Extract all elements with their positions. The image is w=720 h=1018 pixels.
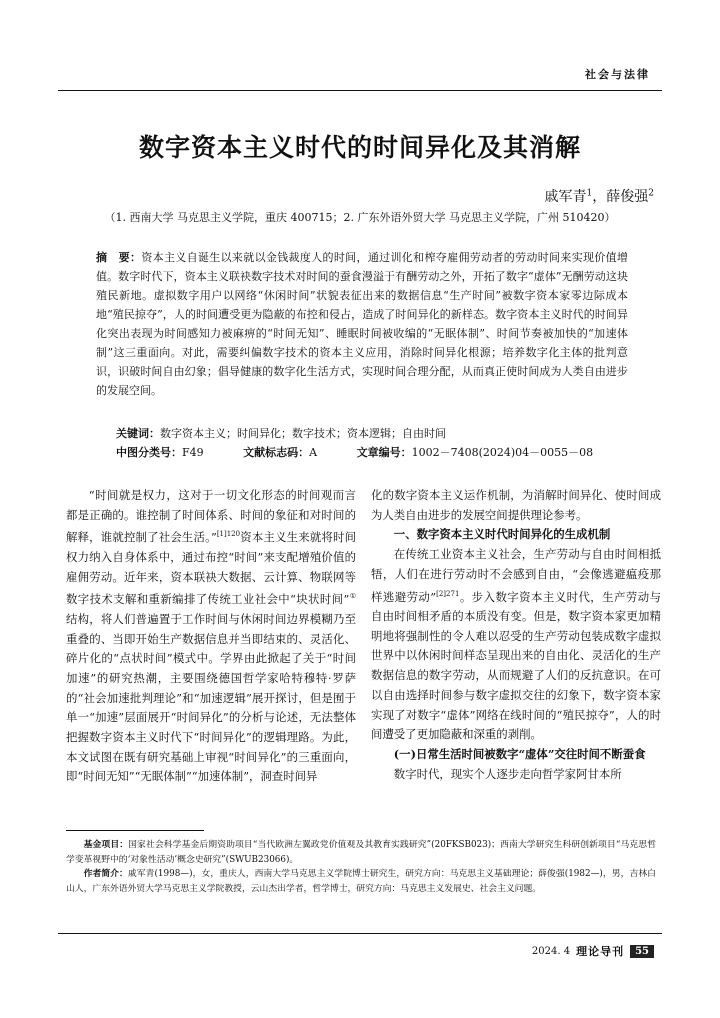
keywords-text: 数字资本主义；时间异化；数字技术；资本逻辑；自由时间 <box>160 427 446 440</box>
paragraph-text: 。步入数字资本主义时代，生产劳动与自由时间相矛盾的本质没有变。但是，数字资本家更加精明地将强制性的令人难以忍受的生产劳动包装成数字虚拟世界中以休闲时间样态呈现出来的自由化、灵活化的生产数据信息的数字劳动，从而规避了人们的反抗意识。在可以自由选择时间参与数字虚拟交往的幻象下，数字资本家实现了对数字“虚体”网络在线时间的“殖民掠夺”，人的时间遭受了更加隐蔽和深重的剥削。 <box>371 589 661 742</box>
author-name-1: 戚军青 <box>544 189 587 205</box>
classification-line <box>116 444 629 460</box>
funding-text: 国家社会科学基金后期资助项目“当代欧洲左翼政党价值观及其教育实践研究”(20FKSB023)；西南大学研究生科研创新项目“马克思哲学变革视野中的‘对象性活动’概念史研究”(SWUB23066)。 <box>66 840 656 865</box>
paragraph: 化的数字资本主义运作机制，为消解时间异化、使时间成为人类自由进步的发展空间提供理论参考。 <box>371 488 661 522</box>
issue-number: 2024. 4 <box>531 945 571 957</box>
paragraph: 数字时代，现实个人逐步走向哲学家阿甘本所 <box>393 766 622 781</box>
author-affil-mark-2: 2 <box>648 188 654 199</box>
subsection-heading: (一)日常生活时间被数字“虚体”交往时间不断蚕食 <box>393 746 646 761</box>
body-column-left <box>66 486 356 787</box>
paragraph-text: 资本主义生来就将时间权力纳入自身体系中，通过布控“时间”来支配增殖价值的雇佣劳动。近年来，资本联袂大数据、云计算、物联网等数字技术支解和重新编排了传统工业社会中“块状时间” <box>66 530 356 607</box>
footnotes <box>66 838 656 896</box>
doc-code-value: A <box>309 446 318 459</box>
author-affil-mark-1: 1 <box>586 188 593 199</box>
affiliation-line: （1. 西南大学 马克思主义学院，重庆 400715；2. 广东外语外贸大学 马克思主义学院，广州 510420） <box>104 211 616 224</box>
author-bio-note <box>66 867 656 896</box>
journal-name: 理论导刊 <box>576 945 625 958</box>
page-footer <box>532 943 654 959</box>
author-separator: ， <box>592 189 607 205</box>
citation: [1]120 <box>216 530 241 539</box>
body-column-right <box>371 486 661 784</box>
paragraph-text: 在传统工业资本主义社会，生产劳动与自由时间相抵牾，人们在进行劳动时不会感到自由，“会像逃避瘟疫那样逃避劳动” <box>371 547 661 604</box>
paragraph-text: “时间就是权力，这对于一切文化形态的时间观而言都是正确的。谁控制了时间体系、时间的象征和对时间的解释，谁就控制了社会生活。” <box>66 488 356 545</box>
abstract <box>96 248 628 400</box>
article-title: 数字资本主义时代的时间异化及其消解 <box>138 133 581 162</box>
footer-rule <box>58 933 662 934</box>
author-line <box>545 186 654 206</box>
funding-note <box>66 838 656 867</box>
paragraph-text: 结构，将人们普遍置于工作时间与休闲时间边界模糊乃至重叠的、当即开始生产数据信息并当即结束的、灵活化、碎片化的“点状时间”模式中。学界由此掀起了关于“时间加速”的研究热潮，主要围绕德国哲学家哈特穆特·罗萨的“社会加速批判理论”和“加速逻辑”展开探讨，但是囿于单一“加速”层面展开“时间异化”的分析与论述，无法整体把握数字资本主义时代下“时间异化”的逻辑理路。为此，本文试图在既有研究基础上审视“时间异化”的三重面向，即“时间无知”“无眠体制”“加速体制”，洞查时间异 <box>66 611 356 784</box>
author-bio-label: 作者简介： <box>83 869 128 879</box>
article-number-field <box>357 446 612 459</box>
clc-field <box>116 446 222 459</box>
paragraph <box>66 486 356 787</box>
article-number-label: 文章编号： <box>356 446 412 459</box>
article-number-value: 1002－7408(2024)04－0055－08 <box>411 446 594 459</box>
author-bio-text: 戚军青(1998—)，女，重庆人，西南大学马克思主义学院博士研究生，研究方向：马克思主义基础理论；薛俊强(1982—)，男，吉林白山人，广东外语外贸大学马克思主义学院教授，云山杰出学者，哲学博士，研究方向：马克思主义发展史、社会主义问题。 <box>66 869 656 894</box>
keywords-label: 关键词： <box>116 427 160 440</box>
keywords <box>116 425 446 441</box>
footnote-marker: ① <box>349 592 356 601</box>
abstract-label: 摘 要： <box>96 251 142 264</box>
footnote-rule <box>66 830 204 831</box>
header-rule <box>58 90 662 91</box>
author-name-2: 薛俊强 <box>606 189 649 205</box>
clc-label: 中图分类号： <box>116 446 182 459</box>
abstract-text: 资本主义自诞生以来就以金钱裁度人的时间，通过训化和榨夺雇佣劳动者的劳动时间来实现价值增值。数字时代下，资本主义联袂数字技术对时间的蚕食漫溢于有酬劳动之外，开拓了数字“虚体”无酬劳动这块殖民新地。虚拟数字用户以网络“休闲时间”状貌表征出来的数据信息“生产时间”被数字资本家零边际成本地“殖民掠夺”，人的时间遭受更为隐蔽的布控和侵占，造成了时间异化的新样态。数字资本主义时代的时间异化突出表现为时间感知力被麻痹的“时间无知”、睡眠时间被收编的“无眠体制”、时间节奏被加快的“加速体制”这三重面向。对此，需要纠偏数字技术的资本主义应用，消除时间异化根源；培养数字化主体的批判意识，识破时间自由幻象；倡导健康的数字化生活方式，实现时间合理分配，从而真正使时间成为人类自由进步的发展空间。 <box>96 251 629 397</box>
section-heading: 一、数字资本主义时代时间异化的生成机制 <box>393 527 611 542</box>
doc-code-field <box>243 446 335 459</box>
citation: [2]271 <box>436 589 460 598</box>
page-number: 55 <box>630 945 654 958</box>
doc-code-label: 文献标志码： <box>243 446 310 459</box>
section-label: 社会与法律 <box>585 68 650 81</box>
paragraph <box>371 545 661 745</box>
clc-value: F49 <box>182 446 204 459</box>
funding-label: 基金项目： <box>83 840 129 850</box>
